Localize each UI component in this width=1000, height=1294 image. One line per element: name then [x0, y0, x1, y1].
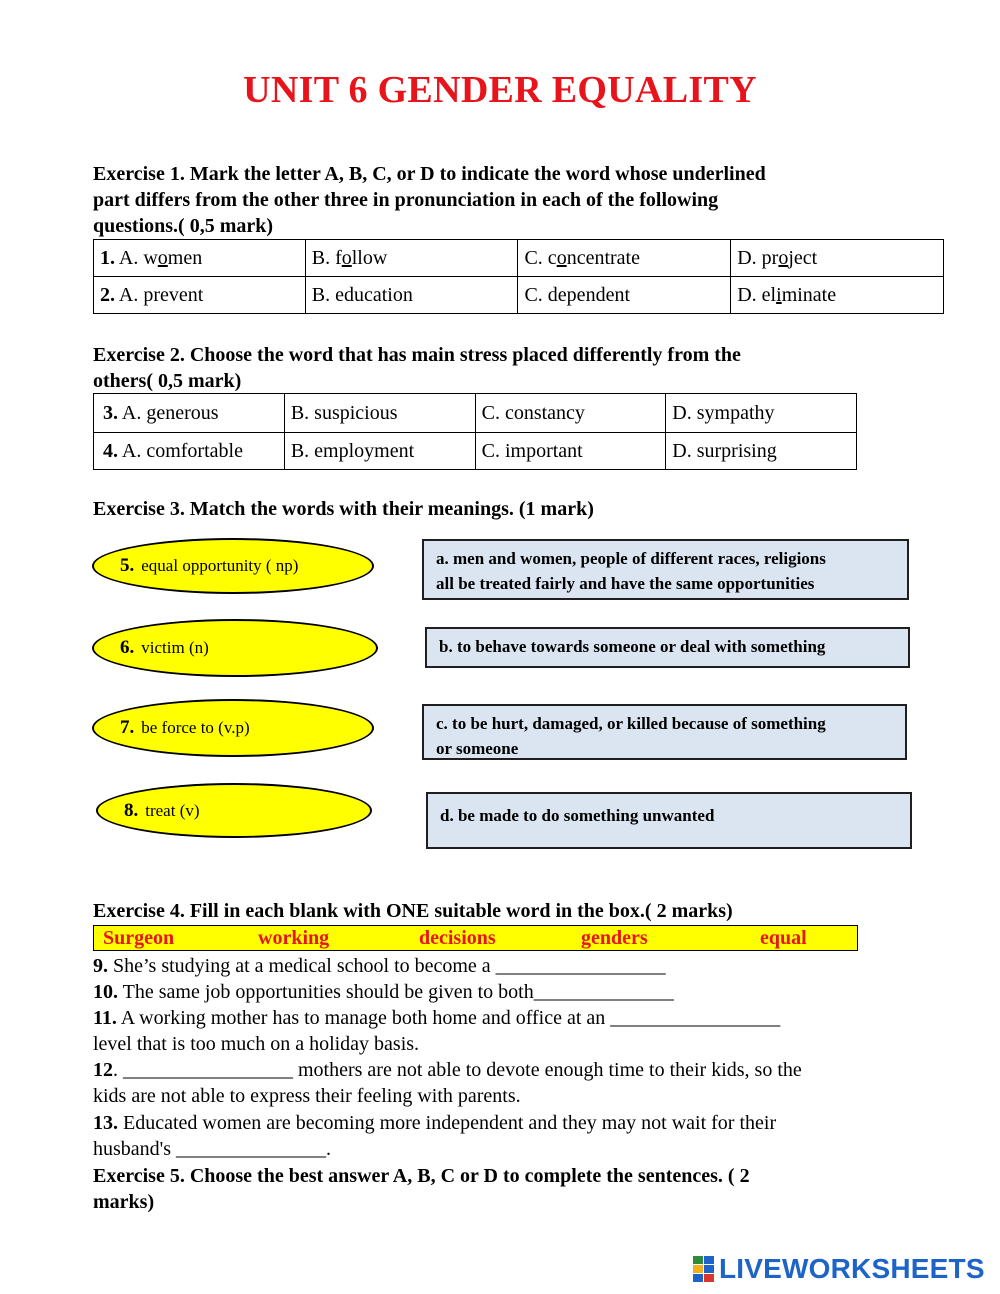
option-a: 1. A. women	[94, 240, 306, 277]
match-word-7[interactable]: 7. be force to (v.p)	[92, 699, 374, 757]
exercise-1-heading-line: Exercise 1. Mark the letter A, B, C, or D to indicate the word whose underlined	[93, 163, 766, 185]
option-d: D. eliminate	[731, 277, 944, 314]
match-meaning-d[interactable]: d. be made to do something unwanted	[426, 792, 912, 849]
question-11[interactable]: 11. A working mother has to manage both home and office at an _________________ level that is too much on a holiday basis.	[93, 1007, 781, 1055]
match-meaning-c[interactable]: c. to be hurt, damaged, or killed because of something or someone	[422, 704, 907, 760]
word-box-item: decisions	[419, 927, 496, 949]
exercise-5-heading-line: marks)	[93, 1191, 155, 1213]
question-10[interactable]: 10. The same job opportunities should be given to both______________	[93, 981, 674, 1003]
exercise-2-table	[93, 393, 857, 470]
page-title: UNIT 6 GENDER EQUALITY	[243, 69, 757, 111]
exercise-3-heading: Exercise 3. Match the words with their meanings. (1 mark)	[93, 498, 594, 520]
question-9[interactable]: 9. She’s studying at a medical school to become a _________________	[93, 955, 666, 977]
option-b: B. suspicious	[284, 394, 475, 433]
option-d: D. project	[731, 240, 944, 277]
exercise-1-table	[93, 239, 944, 314]
exercise-2-heading	[93, 342, 741, 394]
exercise-2-heading-line: others( 0,5 mark)	[93, 370, 242, 392]
option-a: 4. A. comfortable	[94, 433, 285, 470]
option-b: B. follow	[305, 240, 518, 277]
exercise-2-heading-line: Exercise 2. Choose the word that has main stress placed differently from the	[93, 344, 741, 366]
exercise-5-heading	[93, 1163, 750, 1215]
option-d: D. surprising	[666, 433, 857, 470]
option-c: C. concentrate	[518, 240, 731, 277]
option-a: 3. A. generous	[94, 394, 285, 433]
option-d: D. sympathy	[666, 394, 857, 433]
option-c: C. dependent	[518, 277, 731, 314]
option-b: B. education	[305, 277, 518, 314]
table-row	[94, 433, 857, 470]
option-b: B. employment	[284, 433, 475, 470]
exercise-1-heading-line: questions.( 0,5 mark)	[93, 215, 274, 237]
exercise-5-heading-line: Exercise 5. Choose the best answer A, B, C or D to complete the sentences. ( 2	[93, 1165, 750, 1187]
match-word-6[interactable]: 6. victim (n)	[92, 619, 378, 677]
option-c: C. constancy	[475, 394, 666, 433]
exercise-1-heading-line: part differs from the other three in pronunciation in each of the following	[93, 189, 719, 211]
word-box-item: working	[258, 927, 330, 949]
logo-text: LIVEWORKSHEETS	[719, 1253, 985, 1284]
table-row	[94, 394, 857, 433]
match-word-5[interactable]: 5. equal opportunity ( np)	[92, 538, 374, 594]
option-a: 2. A. prevent	[94, 277, 306, 314]
match-meaning-a[interactable]: a. men and women, people of different races, religions all be treated fairly and have the same opportunities	[422, 539, 909, 600]
liveworksheets-logo[interactable]	[693, 1254, 985, 1284]
table-row	[94, 240, 944, 277]
logo-icon	[693, 1256, 715, 1282]
word-box-item: Surgeon	[103, 927, 175, 949]
match-word-8[interactable]: 8. treat (v)	[96, 783, 372, 838]
question-13[interactable]: 13. Educated women are becoming more independent and they may not wait for their husband's _______________.	[93, 1112, 777, 1160]
word-box-item: equal	[760, 927, 807, 949]
word-box	[93, 925, 858, 951]
question-12[interactable]: 12. _________________ mothers are not able to devote enough time to their kids, so the kids are not able to express their feeling with parents.	[93, 1059, 802, 1107]
option-c: C. important	[475, 433, 666, 470]
exercise-4-heading: Exercise 4. Fill in each blank with ONE suitable word in the box.( 2 marks)	[93, 900, 733, 922]
word-box-item: genders	[581, 927, 648, 949]
exercise-1-heading	[93, 161, 766, 239]
table-row	[94, 277, 944, 314]
match-meaning-b[interactable]: b. to behave towards someone or deal with something	[425, 627, 910, 668]
